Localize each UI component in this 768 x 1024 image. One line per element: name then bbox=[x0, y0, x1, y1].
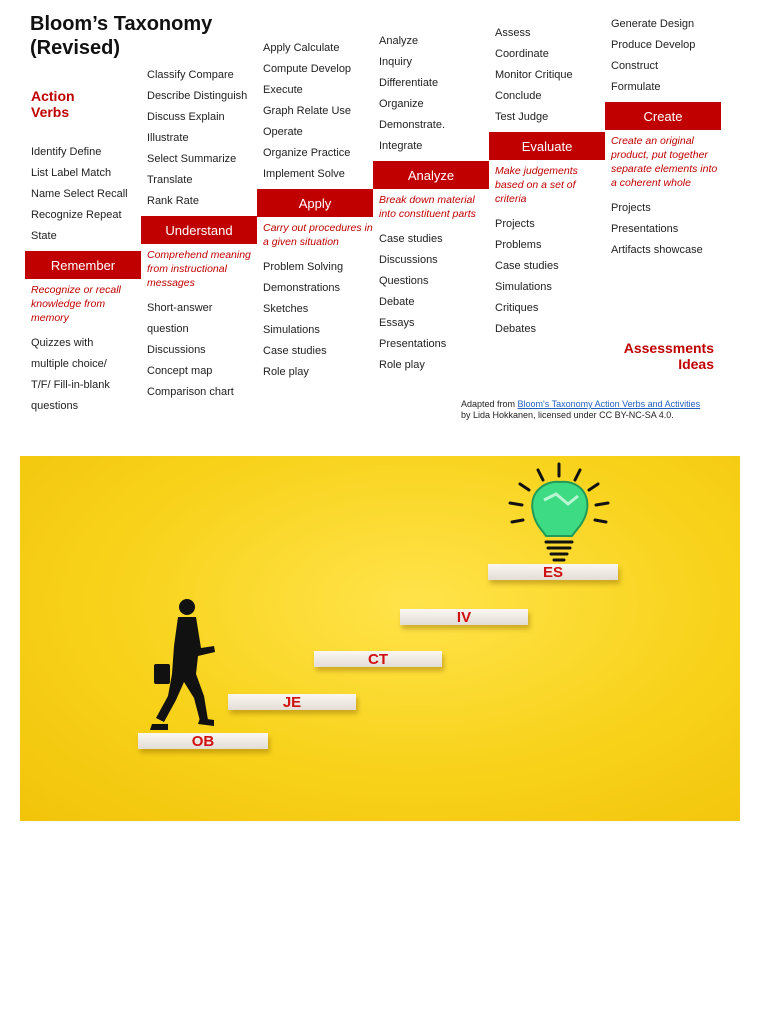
attribution-suffix: by Lida Hokkanen, licensed under CC BY-NC-SA 4.0. bbox=[461, 410, 674, 420]
level-band-create: Create bbox=[605, 102, 721, 130]
assessment-item: Simulations bbox=[495, 281, 552, 293]
assessment-item: Problem Solving bbox=[263, 261, 344, 273]
assessment-list bbox=[489, 214, 605, 340]
assessment-list bbox=[257, 257, 373, 383]
step-block bbox=[400, 609, 528, 625]
assessment-item: Sketches bbox=[263, 303, 309, 315]
assessments-ideas-line-1: Assessments bbox=[623, 340, 714, 356]
assessment-item: Projects bbox=[495, 218, 535, 230]
verb-list bbox=[605, 14, 721, 98]
verb-item: Analyze bbox=[379, 35, 419, 47]
verb-item: Integrate bbox=[379, 140, 423, 152]
assessment-item: Critiques bbox=[495, 302, 539, 314]
lightbulb-icon bbox=[488, 460, 630, 568]
verb-item: Differentiate bbox=[379, 77, 439, 89]
assessments-ideas-label bbox=[624, 340, 714, 372]
assessment-list bbox=[605, 198, 721, 261]
title-line-1: Bloom’s Taxonomy bbox=[30, 13, 213, 35]
verb-item: Monitor Critique bbox=[495, 69, 573, 81]
assessment-item: Quizzes with bbox=[31, 337, 94, 349]
verb-item: Translate bbox=[147, 174, 193, 186]
assessment-list bbox=[141, 298, 257, 403]
level-column-remember bbox=[25, 142, 141, 417]
assessment-item: Debate bbox=[379, 296, 415, 308]
assessment-item: questions bbox=[31, 400, 79, 412]
assessment-item: question bbox=[147, 323, 189, 335]
assessment-item: Case studies bbox=[263, 345, 327, 357]
verb-item: Organize Practice bbox=[263, 147, 351, 159]
action-verbs-label bbox=[31, 88, 75, 120]
verb-list bbox=[25, 142, 141, 247]
assessments-ideas-line-2: Ideas bbox=[678, 356, 714, 372]
verb-item: Discuss Explain bbox=[147, 111, 225, 123]
level-band-evaluate: Evaluate bbox=[489, 132, 605, 160]
assessment-item: Discussions bbox=[147, 344, 206, 356]
verb-item: Conclude bbox=[495, 90, 542, 102]
verb-item: Graph Relate Use bbox=[263, 105, 352, 117]
verb-item: Test Judge bbox=[495, 111, 549, 123]
assessment-list bbox=[25, 333, 141, 417]
verb-item: Select Summarize bbox=[147, 153, 237, 165]
title-line-2: (Revised) bbox=[30, 37, 121, 59]
verb-item: List Label Match bbox=[31, 167, 112, 179]
action-verbs-line-2: Verbs bbox=[31, 104, 70, 120]
assessment-item: Demonstrations bbox=[263, 282, 341, 294]
verb-item: Organize bbox=[379, 98, 424, 110]
verb-item: State bbox=[31, 230, 57, 242]
assessment-item: Projects bbox=[611, 202, 651, 214]
verb-item: Coordinate bbox=[495, 48, 549, 60]
level-description: Recognize or recall knowledge from memory bbox=[31, 284, 121, 324]
assessment-item: Discussions bbox=[379, 254, 438, 266]
assessment-list bbox=[373, 229, 489, 376]
assessment-item: Case studies bbox=[495, 260, 559, 272]
level-column-evaluate bbox=[489, 23, 605, 340]
assessment-item: Essays bbox=[379, 317, 415, 329]
verb-item: Demonstrate. bbox=[379, 119, 446, 131]
verb-item: Compute Develop bbox=[263, 63, 352, 75]
step-block bbox=[314, 651, 442, 667]
verb-item: Illustrate bbox=[147, 132, 189, 144]
staircase-photo bbox=[20, 456, 740, 821]
verb-item: Recognize Repeat bbox=[31, 209, 122, 221]
verb-item: Describe Distinguish bbox=[147, 90, 248, 102]
verb-item: Execute bbox=[263, 84, 303, 96]
verb-list bbox=[141, 65, 257, 212]
assessment-item: Debates bbox=[495, 323, 536, 335]
step-block bbox=[228, 694, 356, 710]
step-label: OB bbox=[191, 733, 215, 750]
level-column-understand bbox=[141, 65, 257, 403]
assessment-item: Comparison chart bbox=[147, 386, 234, 398]
verb-item: Rank Rate bbox=[147, 195, 199, 207]
assessment-item: T/F/ Fill-in-blank bbox=[31, 379, 110, 391]
assessment-item: Case studies bbox=[379, 233, 443, 245]
assessment-item: Simulations bbox=[263, 324, 320, 336]
verb-item: Classify Compare bbox=[147, 69, 234, 81]
verb-list bbox=[489, 23, 605, 128]
assessment-item: Short-answer bbox=[147, 302, 213, 314]
assessment-item: Role play bbox=[263, 366, 309, 378]
attribution-prefix: Adapted from bbox=[461, 399, 518, 409]
climber-silhouette-icon bbox=[138, 596, 228, 736]
level-band-remember: Remember bbox=[25, 251, 141, 279]
level-description: Carry out procedures in a given situation bbox=[263, 222, 373, 248]
level-band-apply: Apply bbox=[257, 189, 373, 217]
verb-list bbox=[373, 31, 489, 157]
level-description: Make judgements based on a set of criteria bbox=[495, 165, 578, 205]
level-description: Create an original product, put together separate elements into a coherent whole bbox=[611, 135, 718, 189]
verb-item: Assess bbox=[495, 27, 531, 39]
step-label: ES bbox=[542, 564, 563, 581]
action-verbs-line-1: Action bbox=[31, 88, 75, 104]
attribution-link[interactable]: Bloom's Taxonomy Action Verbs and Activities bbox=[517, 399, 701, 409]
assessment-item: Artifacts showcase bbox=[611, 244, 703, 256]
assessment-item: Questions bbox=[379, 275, 429, 287]
assessment-item: Problems bbox=[495, 239, 542, 251]
level-column-create bbox=[605, 14, 721, 261]
assessment-item: Presentations bbox=[379, 338, 447, 350]
assessment-item: Presentations bbox=[611, 223, 679, 235]
attribution bbox=[461, 399, 711, 421]
level-description: Comprehend meaning from instructional messages bbox=[147, 249, 251, 289]
level-column-analyze bbox=[373, 31, 489, 376]
step-label: CT bbox=[368, 651, 388, 668]
verb-item: Produce Develop bbox=[611, 39, 696, 51]
verb-item: Formulate bbox=[611, 81, 661, 93]
verb-item: Name Select Recall bbox=[31, 188, 128, 200]
step-label: IV bbox=[456, 609, 472, 626]
verb-item: Construct bbox=[611, 60, 659, 72]
verb-item: Implement Solve bbox=[263, 168, 345, 180]
verb-item: Inquiry bbox=[379, 56, 413, 68]
verb-item: Apply Calculate bbox=[263, 42, 340, 54]
assessment-item: Concept map bbox=[147, 365, 213, 377]
page-title bbox=[30, 12, 212, 60]
assessment-item: multiple choice/ bbox=[31, 358, 107, 370]
level-band-analyze: Analyze bbox=[373, 161, 489, 189]
assessment-item: Role play bbox=[379, 359, 425, 371]
verb-item: Generate Design bbox=[611, 18, 695, 30]
level-band-understand: Understand bbox=[141, 216, 257, 244]
verb-list bbox=[257, 38, 373, 185]
verb-item: Operate bbox=[263, 126, 303, 138]
verb-item: Identify Define bbox=[31, 146, 102, 158]
level-column-apply bbox=[257, 38, 373, 383]
level-description: Break down material into constituent parts bbox=[379, 194, 476, 220]
step-label: JE bbox=[282, 694, 302, 711]
